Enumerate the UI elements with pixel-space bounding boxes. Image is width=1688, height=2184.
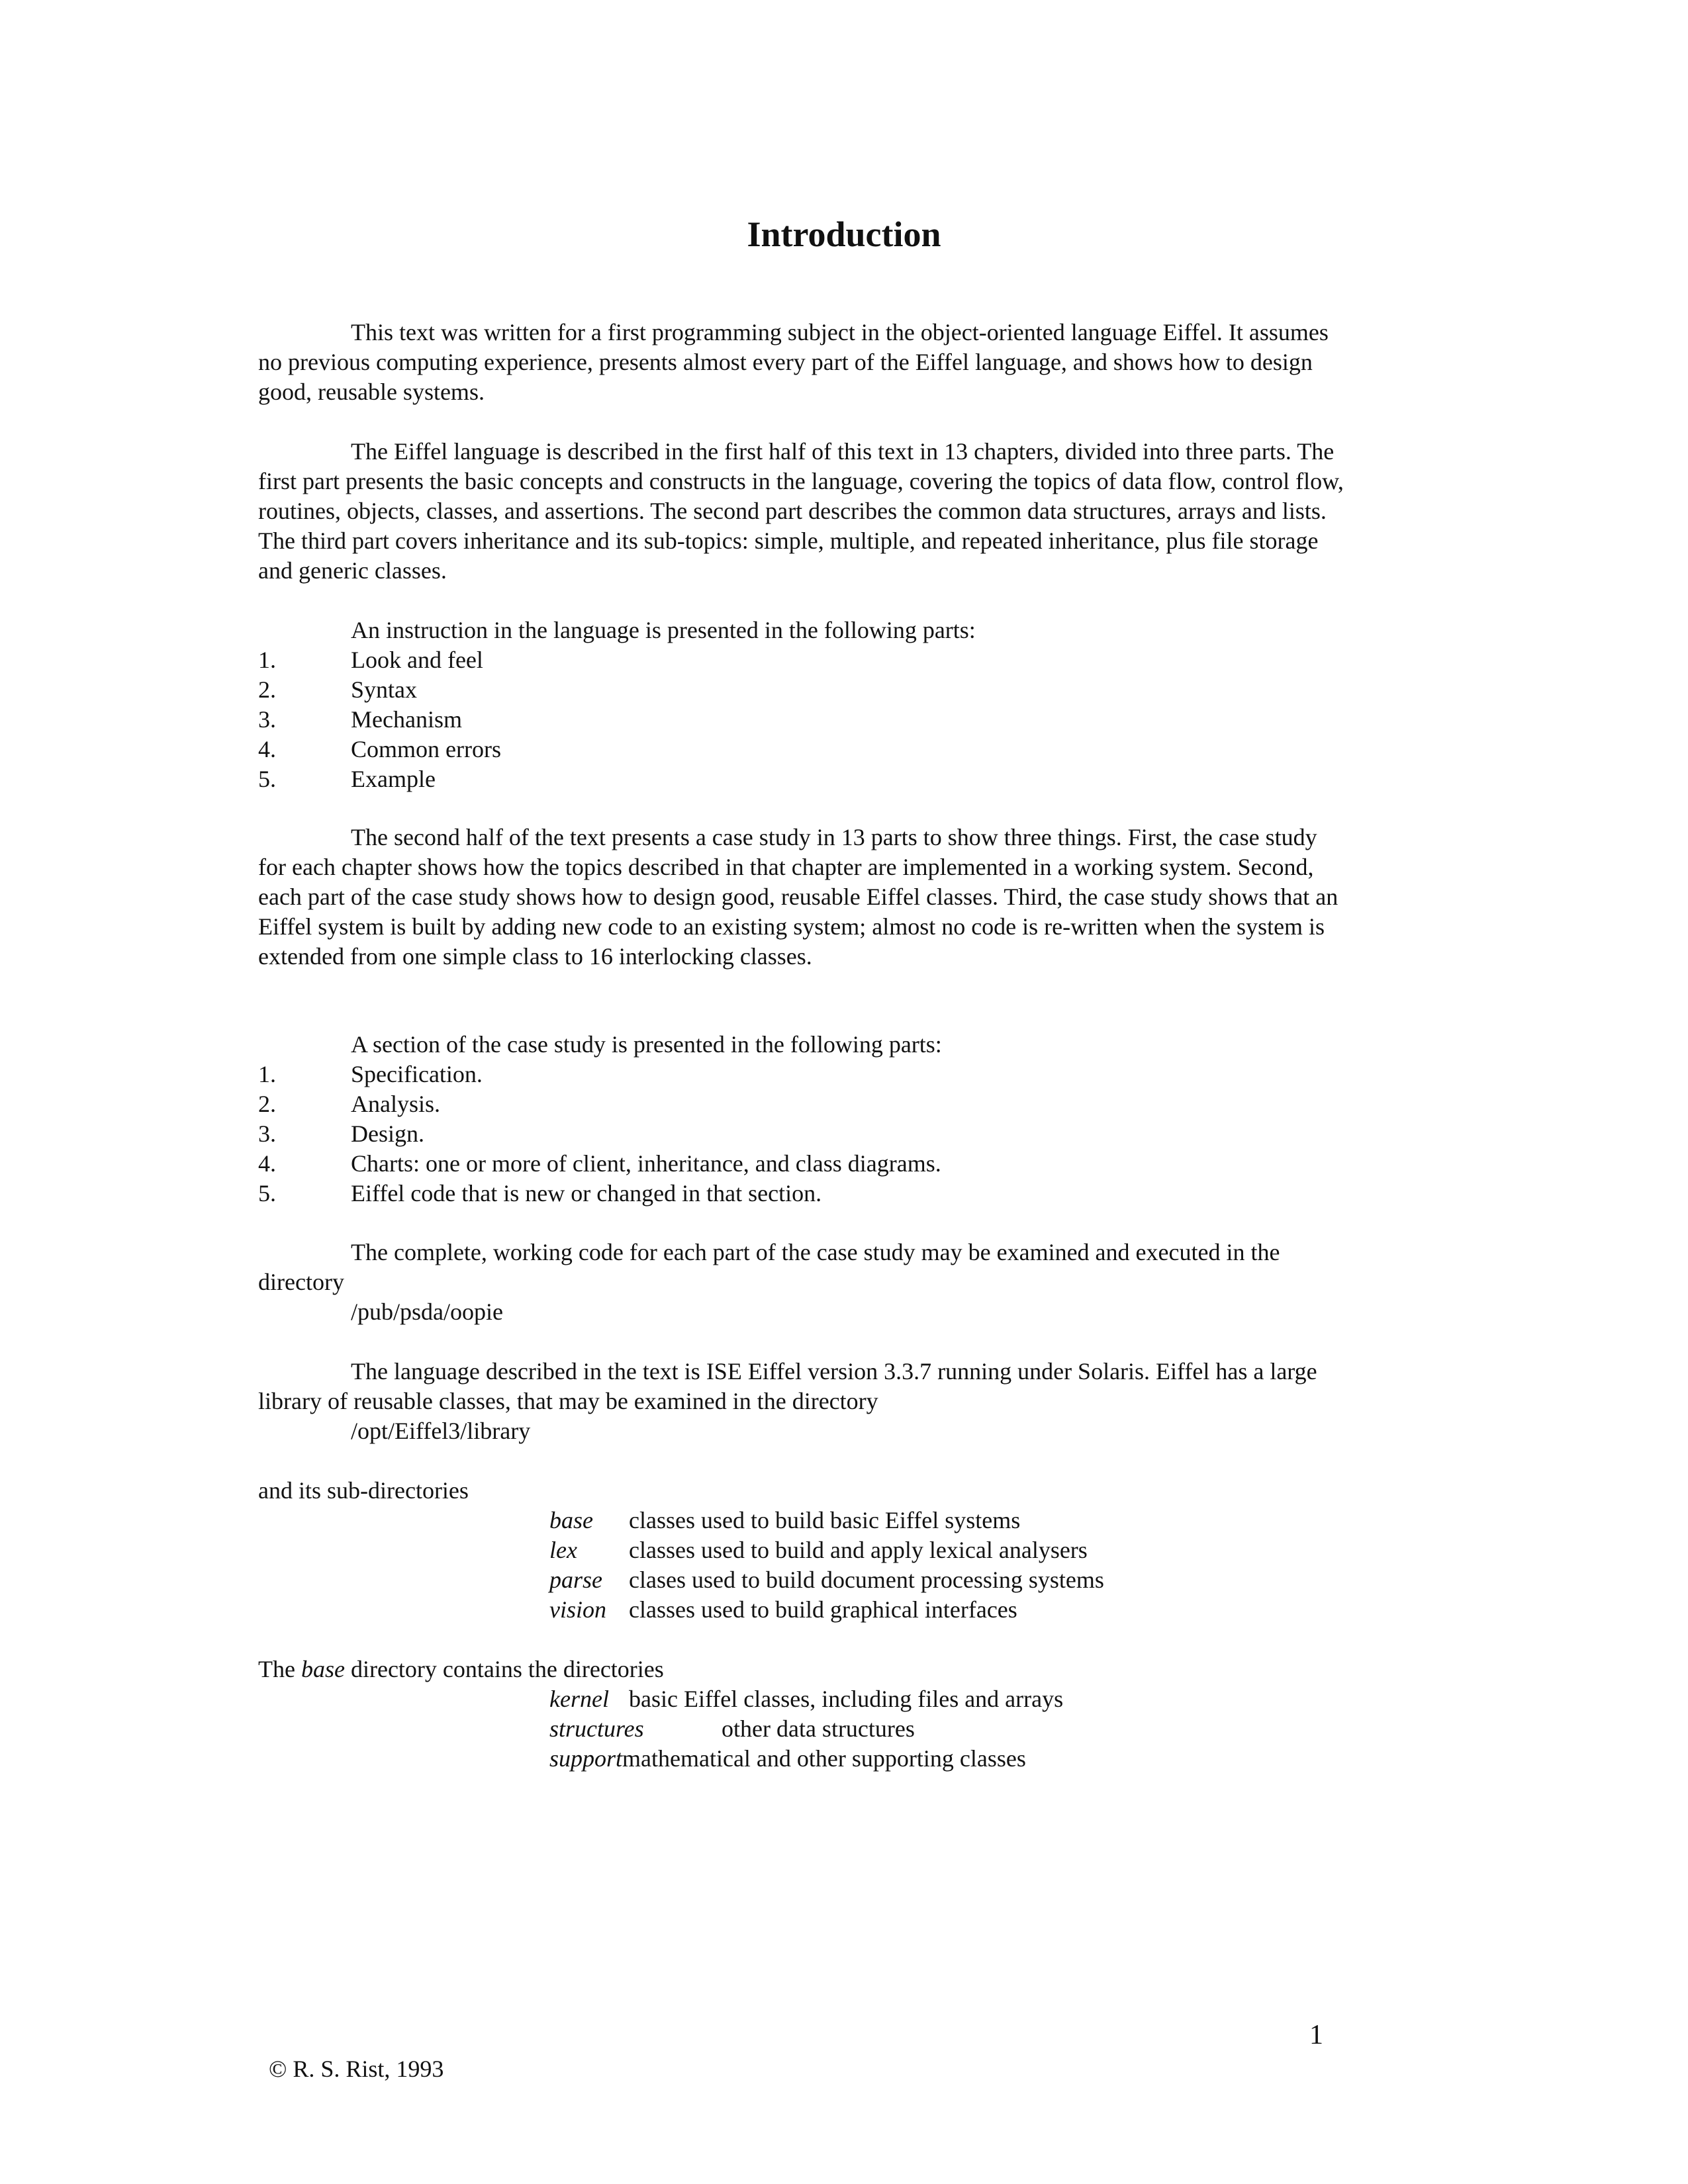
dir-name: lex: [549, 1537, 577, 1563]
list-item: 4. Charts: one or more of client, inheritance, and class diagrams.: [258, 1150, 941, 1177]
table-row: [549, 1506, 1104, 1535]
dir-name: base: [549, 1507, 593, 1533]
paragraph-working-code: The complete, working code for each part of the case study may be examined and executed in the directory: [258, 1239, 1280, 1295]
base-subdirs-table: [549, 1684, 1063, 1774]
page-title: Introduction: [747, 214, 941, 254]
library-subdirs-table: [549, 1506, 1104, 1625]
case-study-parts-list: [258, 1060, 1344, 1208]
list-item: 3. Mechanism: [258, 706, 462, 733]
paragraph-purpose: This text was written for a first programming subject in the object-oriented language Eiffel. It assumes no previous computing experience, presents almost every part of the Eiffel language, and shows how to design good, reusable systems.: [258, 319, 1329, 405]
list-item: 5. Example: [258, 766, 436, 792]
list-item: 3. Design.: [258, 1120, 424, 1147]
table-row: [549, 1535, 1104, 1565]
list-item: 5. Eiffel code that is new or changed in that section.: [258, 1180, 822, 1206]
dir-desc: mathematical and other supporting classes: [622, 1745, 1026, 1772]
dir-desc: clases used to build document processing systems: [629, 1567, 1104, 1593]
dir-desc: classes used to build basic Eiffel systems: [629, 1507, 1021, 1533]
base-directory-intro: The base directory contains the directories: [258, 1656, 664, 1682]
subdirs-intro: and its sub-directories: [258, 1477, 469, 1504]
case-study-path: /pub/psda/oopie: [351, 1298, 503, 1325]
paragraph-language-overview: The Eiffel language is described in the first half of this text in 13 chapters, divided into three parts. The first part presents the basic concepts and constructs in the language, covering the topics of data flow, control flow, routines, objects, classes, and assertions. The second part describes the common data structures, arrays and lists. The third part covers inheritance and its sub-topics: simple, multiple, and repeated inheritance, plus file storage and generic classes.: [258, 438, 1344, 584]
copyright-notice: © R. S. Rist, 1993: [269, 2056, 444, 2082]
table-row: [549, 1684, 1063, 1714]
paragraph-library: The language described in the text is ISE Eiffel version 3.3.7 running under Solaris. Eiffel has a large library of reusable classes, that may be examined in the directory: [258, 1358, 1317, 1414]
table-row: [549, 1744, 1063, 1774]
dir-name: support: [549, 1745, 623, 1772]
instruction-parts-list: [258, 645, 1344, 794]
page-number: 1: [1309, 2020, 1323, 2050]
table-row: [549, 1595, 1104, 1625]
library-path: /opt/Eiffel3/library: [351, 1418, 531, 1444]
dir-name: parse: [549, 1567, 602, 1593]
dir-name: kernel: [549, 1686, 609, 1712]
paragraph-case-study: The second half of the text presents a case study in 13 parts to show three things. First, the case study for each chapter shows how the topics described in that chapter are implemented in a working system. Second, each part of the case study shows how to design good, reusable Eiffel classes. Third, the case study shows that an Eiffel system is built by adding new code to an existing system; almost no code is re-written when the system is extended from one simple class to 16 interlocking classes.: [258, 824, 1338, 970]
dir-desc: classes used to build graphical interfaces: [629, 1596, 1017, 1623]
dir-name: structures: [549, 1715, 644, 1742]
paragraph-case-study-intro: A section of the case study is presented in the following parts:: [351, 1031, 942, 1058]
dir-desc: classes used to build and apply lexical analysers: [629, 1537, 1088, 1563]
paragraph-instruction-intro: An instruction in the language is presented in the following parts:: [351, 617, 976, 643]
list-item: 1. Look and feel: [258, 647, 483, 673]
list-item: 2. Syntax: [258, 676, 418, 703]
table-row: [549, 1565, 1104, 1595]
table-row: [549, 1714, 1063, 1744]
list-item: 2. Analysis.: [258, 1091, 440, 1117]
dir-desc: basic Eiffel classes, including files and arrays: [629, 1686, 1064, 1712]
dir-desc: other data structures: [722, 1715, 915, 1742]
dir-name: vision: [549, 1596, 606, 1623]
list-item: 4. Common errors: [258, 736, 501, 762]
list-item: 1. Specification.: [258, 1061, 483, 1087]
